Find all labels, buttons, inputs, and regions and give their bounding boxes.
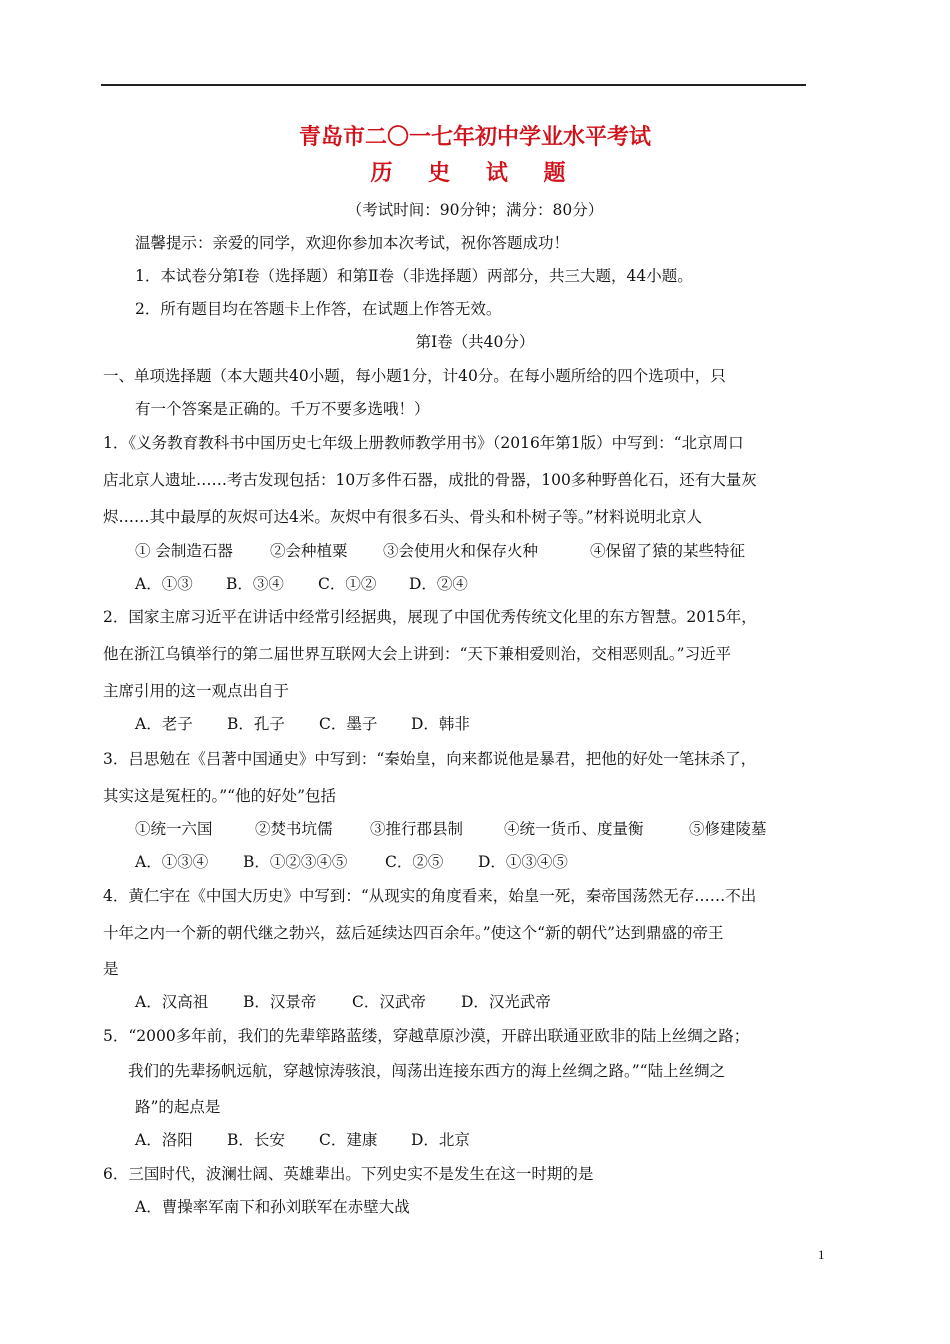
option-c: C．墨子	[319, 715, 378, 733]
question-1-statements	[135, 540, 745, 562]
question-1-text: 1．《义务教育教科书中国历史七年级上册教师教学用书》（2016年第1版）中写到：“北京周口	[103, 434, 744, 452]
option-b: B．汉景帝	[243, 993, 317, 1011]
statement: ⑤修建陵墓	[689, 820, 767, 838]
statement: ④保留了猿的某些特征	[590, 542, 746, 560]
option-c: C．①②	[318, 575, 377, 593]
question-2-text: 2．国家主席习近平在讲话中经常引经据典，展现了中国优秀传统文化里的东方智慧。2015年，	[103, 608, 757, 626]
question-4-text: 十年之内一个新的朝代继之勃兴，兹后延续达四百余年。”使这个“新的朝代”达到鼎盛的帝王	[103, 924, 724, 942]
question-5-text: 我们的先辈扬帆远航，穿越惊涛骇浪，闯荡出连接东西方的海上丝绸之路。”“陆上丝绸之	[128, 1062, 726, 1080]
question-6-text: 6．三国时代，波澜壮阔、英雄辈出。下列史实不是发生在这一时期的是	[103, 1165, 594, 1183]
rule-1: 1．本试卷分第Ⅰ卷（选择题）和第Ⅱ卷（非选择题）两部分，共三大题，44小题。	[135, 267, 693, 285]
option-c: C．②⑤	[385, 853, 444, 871]
rule-2: 2．所有题目均在答题卡上作答，在试题上作答无效。	[135, 300, 502, 318]
option-d: D．①③④⑤	[478, 853, 568, 871]
statement: ① 会制造石器	[135, 542, 233, 560]
option-c: C．汉武帝	[352, 993, 426, 1011]
question-4-text: 4．黄仁宇在《中国大历史》中写到：“从现实的角度看来，始皇一死，秦帝国荡然无存……不出	[103, 887, 757, 905]
top-divider	[101, 84, 806, 86]
statement: ③推行郡县制	[370, 820, 464, 838]
option-a: A．①③	[135, 575, 193, 593]
question-2-text: 他在浙江乌镇举行的第二届世界互联网大会上讲到：“天下兼相爱则治，交相恶则乱。”习近平	[103, 645, 732, 663]
option-b: B．①②③④⑤	[243, 853, 348, 871]
section-instructions-cont: 有一个答案是正确的。千万不要多选哦！）	[135, 400, 430, 418]
statement: ②会种植粟	[270, 542, 348, 560]
option-a: A．①③④	[135, 853, 209, 871]
section-heading: 第Ⅰ卷（共40分）	[415, 333, 535, 351]
option-d: D．北京	[411, 1131, 470, 1149]
question-4-text: 是	[103, 960, 119, 978]
option-b: B．孔子	[227, 715, 285, 733]
statement: ①统一六国	[135, 820, 213, 838]
statement: ②焚书坑儒	[255, 820, 333, 838]
option-d: D．②④	[409, 575, 468, 593]
section-instructions: 一、单项选择题（本大题共40小题，每小题1分，计40分。在每小题所给的四个选项中，只	[103, 367, 726, 385]
question-2-text: 主席引用的这一观点出自于	[103, 682, 290, 700]
option-a: A．洛阳	[135, 1131, 193, 1149]
option-b: B．③④	[226, 575, 284, 593]
option-a: A．曹操率军南下和孙刘联军在赤壁大战	[135, 1198, 410, 1216]
exam-subtitle: 历 史 试 题	[370, 160, 580, 186]
question-5-options	[135, 1129, 470, 1151]
exam-title: 青岛市二〇一七年初中学业水平考试	[298, 124, 651, 150]
option-d: D．韩非	[411, 715, 470, 733]
option-b: B．长安	[227, 1131, 285, 1149]
page-number: 1	[818, 1247, 825, 1262]
statement: ③会使用火和保存火种	[383, 542, 539, 560]
question-3-text: 3．吕思勉在《吕著中国通史》中写到：“秦始皇，向来都说他是暴君，把他的好处一笔抹杀了，	[103, 750, 757, 768]
question-2-options	[135, 713, 470, 735]
question-3-text: 其实这是冤枉的。”“他的好处”包括	[103, 787, 337, 805]
question-3-statements	[135, 818, 767, 840]
exam-time-info: （考试时间：90分钟；满分：80分）	[346, 201, 604, 219]
option-c: C．建康	[319, 1131, 378, 1149]
question-1-options	[135, 573, 468, 595]
question-5-text: 5．“2000多年前，我们的先辈筚路蓝缕，穿越草原沙漠，开辟出联通亚欧非的陆上丝绸之路；	[103, 1027, 750, 1045]
question-5-text: 路”的起点是	[135, 1098, 221, 1116]
option-a: A．老子	[135, 715, 193, 733]
question-4-options	[135, 991, 551, 1013]
question-1-text: 店北京人遗址……考古发现包括：10万多件石器，成批的骨器，100多种野兽化石，还有大量灰	[103, 471, 757, 489]
warm-tip: 温馨提示：亲爱的同学，欢迎你参加本次考试，祝你答题成功！	[135, 234, 570, 252]
statement: ④统一货币、度量衡	[504, 820, 644, 838]
option-a: A．汉高祖	[135, 993, 209, 1011]
question-3-options	[135, 851, 568, 873]
question-1-text: 烬……其中最厚的灰烬可达4米。灰烬中有很多石头、骨头和朴树子等。”材料说明北京人	[103, 508, 703, 526]
option-d: D．汉光武帝	[461, 993, 551, 1011]
